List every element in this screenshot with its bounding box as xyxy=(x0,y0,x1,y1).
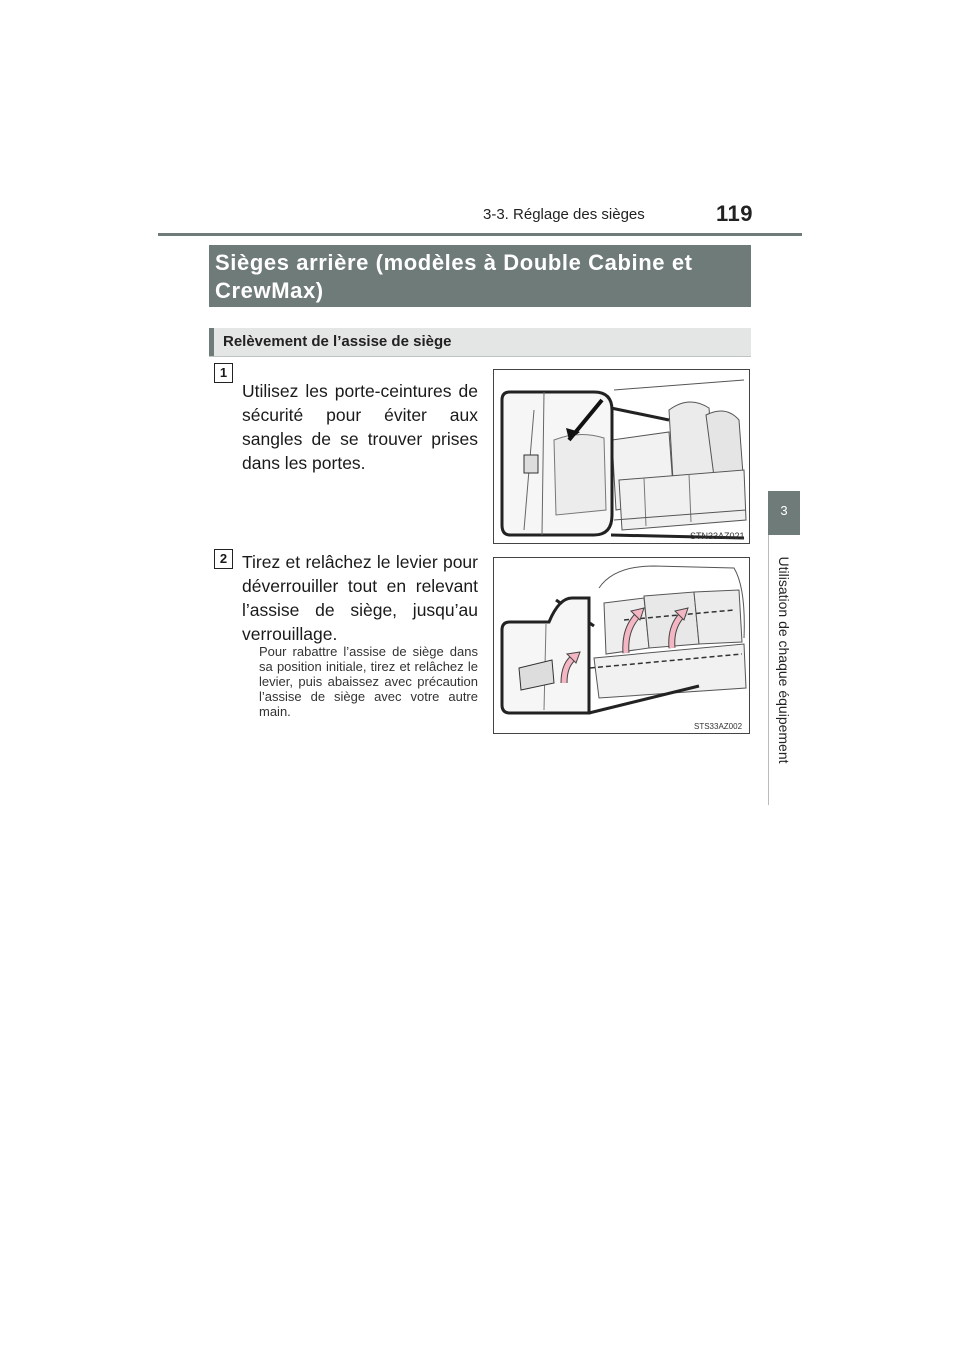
subsection-accent-bar xyxy=(209,328,214,356)
subsection-title: Relèvement de l’assise de siège xyxy=(223,333,452,350)
header-divider xyxy=(158,233,802,236)
step-1-text: Utilisez les porte-ceintures de sécurité pour éviter aux sangles de se trouver prises dans les portes. xyxy=(242,381,478,473)
step-2-illustration xyxy=(493,557,750,734)
page-number: 119 xyxy=(716,201,753,226)
chapter-title: Utilisation de chaque équipement xyxy=(776,556,792,764)
section-title: Sièges arrière (modèles à Double Cabine et CrewMax) xyxy=(215,250,693,303)
rear-seat-seatbelt-illustration xyxy=(494,370,749,543)
step-1-badge: 1 xyxy=(214,363,233,383)
section-title-box xyxy=(209,245,751,307)
chapter-number: 3 xyxy=(780,503,788,518)
seat-cushion-lift-illustration xyxy=(494,558,749,733)
step-1-image-code: STN33AZ021 xyxy=(690,531,745,541)
step-1-illustration xyxy=(493,369,750,544)
subsection-title-box xyxy=(209,328,751,357)
step-2-image-code: STS33AZ002 xyxy=(694,722,743,731)
step-2-badge: 2 xyxy=(214,549,233,569)
header-section-title: 3-3. Réglage des sièges xyxy=(483,206,645,223)
step-2-note: Pour rabattre l’assise de siège dans sa position initiale, tirez et relâchez le levier, puis abaissez avec précaution l’assise de siège avec votre autre main. xyxy=(259,644,478,719)
step-2-text: Tirez et relâchez le levier pour déverrouiller tout en relevant l’assise de siège, jusqu’au verrouillage. xyxy=(242,552,478,644)
